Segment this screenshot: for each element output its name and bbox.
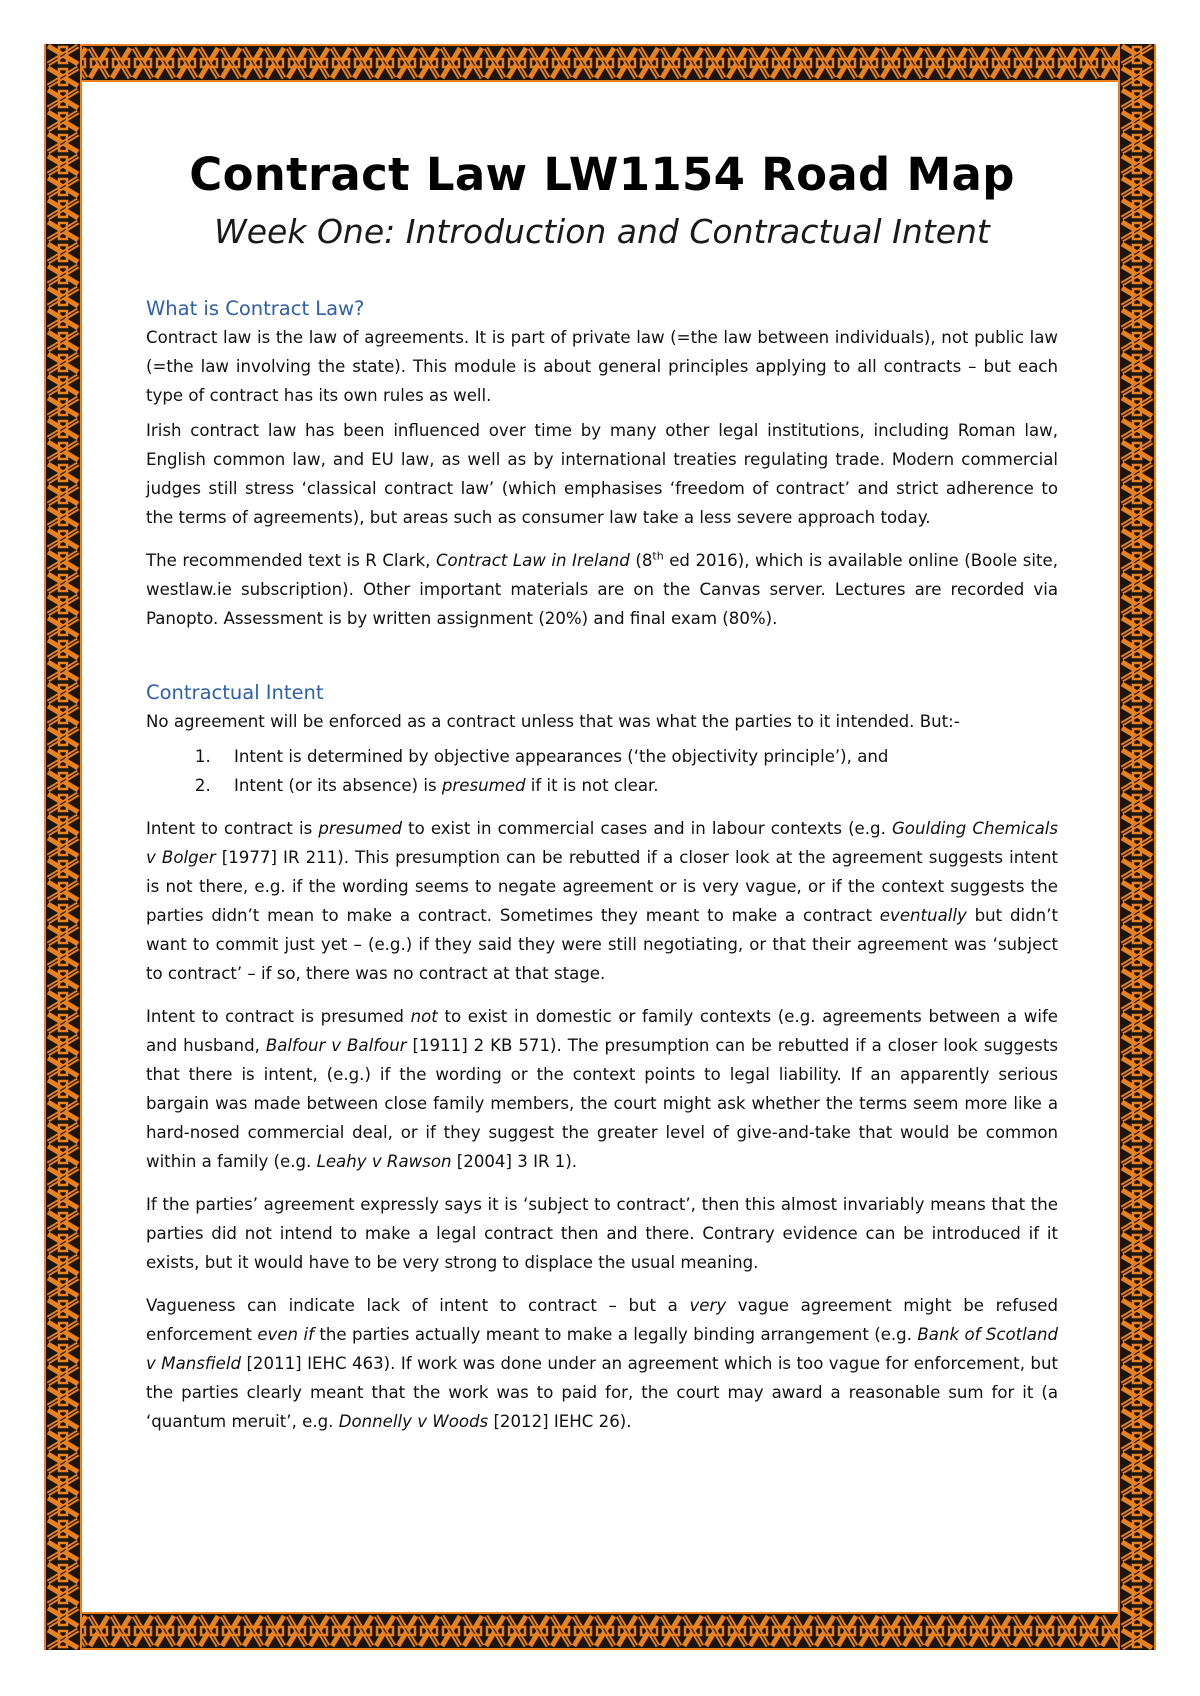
paragraph-subject-to-contract: If the parties’ agreement expressly says it is ‘subject to contract’, then this almost invariably means that the parties did not intend to make a legal contract then and there. Contrary evidence can be introduced if it exists, but it would have to be very strong to displace the usual meaning. xyxy=(146,1195,1058,1272)
case-name: Leahy v Rawson xyxy=(316,1152,452,1171)
knotwork-border-left xyxy=(44,44,82,1650)
case-name: Bank of Scotland v Mansfield xyxy=(146,1325,1058,1373)
case-name: Balfour v Balfour xyxy=(265,1036,407,1055)
section-heading-what-is-contract-law: What is Contract Law? xyxy=(146,297,365,320)
case-name: Goulding Chemicals v Bolger xyxy=(146,819,1058,867)
section-heading-contractual-intent: Contractual Intent xyxy=(146,681,324,704)
knotwork-border-top xyxy=(44,44,1156,82)
list-item: 2. Intent (or its absence) is presumed if it is not clear. xyxy=(216,771,1058,800)
page-content xyxy=(146,145,1058,1450)
paragraph-vagueness: Vagueness can indicate lack of intent to contract – but a very vague agreement might be refused enforcement even if the parties actually meant to make a legally binding arrangement (e.g. Bank of Scotland v Mansfield [2011] IEHC 463). If work was done under an agreement which is too vague for enforcement, but the parties clearly meant that the work was to paid for, the court may award a reasonable sum for it (a ‘quantum meruit’, e.g. Donnelly v Woods [2012] IEHC 26). xyxy=(146,1296,1058,1431)
paragraph-commercial-presumption: Intent to contract is presumed to exist in commercial cases and in labour contexts (e.g. Goulding Chemicals v Bolger [1977] IR 211). This presumption can be rebutted if a closer look at the agreement suggests intent is not there, e.g. if the wording seems to negate agreement or is very vague, or if the context suggests the parties didn’t mean to make a contract. Sometimes they meant to make a contract eventually but didn’t want to commit just yet – (e.g.) if they said they were still negotiating, or that their agreement was ‘subject to contract’ – if so, there was no contract at that stage. xyxy=(146,819,1059,983)
paragraph-recommended-text: The recommended text is R Clark, Contract Law in Ireland (8th ed 2016), which is available online (Boole site, westlaw.ie subscription). Other important materials are on the Canvas server. Lectures are recorded via Panopto. Assessment is by written assignment (20%) and final exam (80%). xyxy=(146,549,1059,628)
paragraph-domestic-presumption: Intent to contract is presumed not to exist in domestic or family contexts (e.g. agreements between a wife and husband, Balfour v Balfour [1911] 2 KB 571). The presumption can be rebutted if a closer look suggests that there is intent, (e.g.) if the wording or the context points to legal liability. If an apparently serious bargain was made between close family members, the court might ask whether the terms seem more like a hard-nosed commercial deal, or if they suggest the greater level of give-and-take that would be common within a family (e.g. Leahy v Rawson [2004] 3 IR 1). xyxy=(146,1007,1058,1171)
list-item: 1. Intent is determined by objective appearances (‘the objectivity principle’), and xyxy=(216,742,1058,771)
paragraph-intent-intro: No agreement will be enforced as a contract unless that was what the parties to it intended. But:- xyxy=(146,712,960,731)
case-name: Donnelly v Woods xyxy=(338,1412,489,1431)
knotwork-border-bottom xyxy=(44,1612,1156,1650)
book-title: Contract Law in Ireland xyxy=(435,551,630,570)
knotwork-border-right xyxy=(1118,44,1156,1650)
page-subtitle: Week One: Introduction and Contractual Intent xyxy=(214,212,990,251)
paragraph-influences: Irish contract law has been influenced over time by many other legal institutions, including Roman law, English common law, and EU law, as well as by international treaties regulating trade. Modern commercial judges still stress ‘classical contract law’ (which emphasises ‘freedom of contract’ and strict adherence to the terms of agreements), but areas such as consumer law take a less severe approach today. xyxy=(146,421,1058,527)
page-title: Contract Law LW1154 Road Map xyxy=(189,148,1015,201)
numbered-list xyxy=(146,742,1058,800)
paragraph-definition: Contract law is the law of agreements. It is part of private law (=the law between individuals), not public law (=the law involving the state). This module is about general principles applying to all contracts – but each type of contract has its own rules as well. xyxy=(146,328,1058,405)
